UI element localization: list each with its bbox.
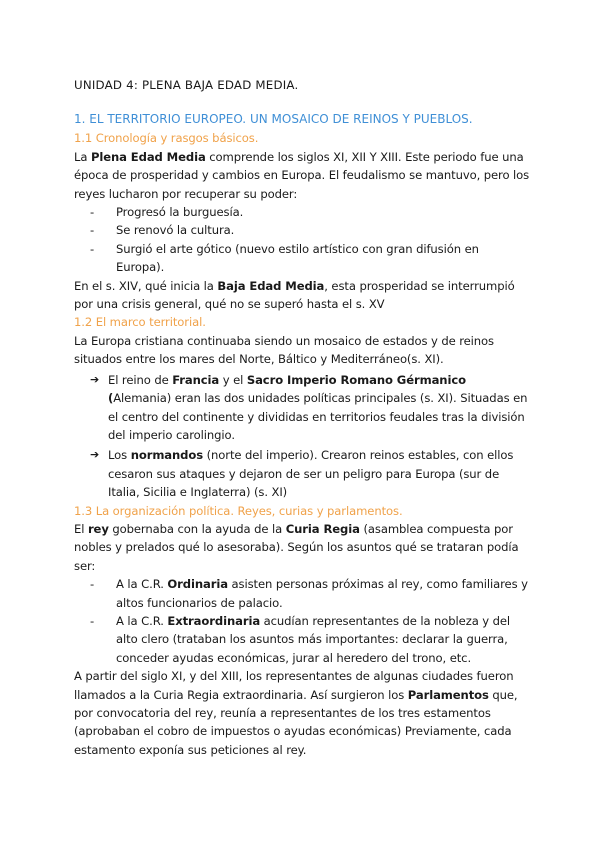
text-span: La: [74, 149, 91, 164]
list-item-text: Surgió el arte gótico (nuevo estilo artístico con gran difusión en Europa).: [116, 241, 479, 275]
list-item: [74, 221, 530, 239]
dash-marker: -: [90, 577, 95, 592]
bold-term: normandos: [130, 448, 204, 463]
paragraph-parlamentos: [74, 667, 530, 759]
subsection-1-1-heading: 1.1 Cronología y rasgos básicos.: [74, 131, 259, 146]
arrow-icon: ➔: [90, 372, 100, 386]
list-item: [74, 612, 530, 667]
list-item: [74, 575, 530, 612]
curia-list: [74, 575, 530, 667]
bold-term: Francia: [172, 372, 220, 387]
list-item: [74, 446, 530, 501]
list-item: [74, 240, 530, 277]
paragraph-plena-edad-media: [74, 148, 530, 203]
text-span: A la C.R.: [116, 613, 168, 628]
list-item-text: Progresó la burguesía.: [116, 205, 244, 220]
bold-term: Extraordinaria: [167, 613, 261, 628]
text-span: A partir del siglo XI, y del XIII, los representantes de algunas ciudades fueron llamados a la Curia Regia extraordinaria. Así surgieron los: [74, 669, 514, 702]
text-span: y el: [219, 372, 247, 387]
text-span: (norte del imperio). Crearon reinos estables, con ellos cesaron sus ataques y dejaron de ser un peligro para Europa (sur de Italia, Sicilia e Inglaterra) (s. XI): [108, 448, 514, 500]
paragraph-europa-cristiana: La Europa cristiana continuaba siendo un mosaico de estados y de reinos situados entre los mares del Norte, Báltico y Mediterráneo(s. XI).: [74, 333, 494, 367]
list-item-text: Se renovó la cultura.: [116, 223, 235, 238]
subsection-1-3-heading: 1.3 La organización política. Reyes, curias y parlamentos.: [74, 503, 403, 518]
text-span: El reino de: [108, 372, 173, 387]
bold-term: Ordinaria: [167, 577, 228, 592]
text-span: que, por convocatoria del rey, reunía a representantes de los tres estamentos (aprobaban el cobro de impuestos o ayudas económicas) Previamente, cada estamento exponía sus peticiones al rey.: [74, 687, 518, 757]
text-span: A la C.R.: [116, 577, 168, 592]
list-item: [74, 371, 530, 445]
text-span: asisten personas próximas al rey, como familiares y altos funcionarios de palacio.: [116, 577, 528, 610]
text-span: Alemania) eran las dos unidades políticas principales (s. XI). Situadas en el centro del continente y divididas en territorios feudales tras la división del imperio carolingio.: [108, 391, 528, 442]
dash-marker: -: [90, 613, 95, 628]
bold-term: Plena Edad Media: [90, 149, 206, 164]
arrow-icon: ➔: [90, 448, 100, 462]
territories-list: [74, 371, 530, 502]
text-span: , esta prosperidad se interrumpió por una crisis general, qué no se superó hasta el s. XV: [74, 278, 515, 312]
text-span: comprende los siglos XI, XII Y XIII. Este periodo fue una época de prosperidad y cambios en Europa. El feudalismo se mantuvo, pero los reyes lucharon por recuperar su poder:: [74, 149, 530, 201]
text-span: acudían representantes de la nobleza y del alto clero (trataban los asuntos más importantes: declarar la guerra, conceder ayudas económicas, jurar al heredero del trono, etc.: [116, 613, 511, 665]
text-span: Los: [108, 448, 131, 463]
subsection-1-2-heading: 1.2 El marco territorial.: [74, 315, 206, 330]
text-span: gobernaba con la ayuda de la: [108, 521, 286, 536]
unit-title: UNIDAD 4: PLENA BAJA EDAD MEDIA.: [74, 78, 299, 92]
section-1-heading: 1. EL TERRITORIO EUROPEO. UN MOSAICO DE REINOS Y PUEBLOS.: [74, 112, 473, 126]
paragraph-baja-edad-media: [74, 277, 530, 314]
bold-term: Baja Edad Media: [217, 278, 325, 293]
dash-marker: -: [90, 241, 95, 256]
list-item: [74, 203, 530, 221]
text-span: El: [74, 521, 88, 536]
text-span: En el s. XIV, qué inicia la: [74, 278, 218, 293]
bold-term: Sacro Imperio Romano Gérmanico (: [108, 372, 466, 406]
bold-term: rey: [87, 521, 109, 536]
document-content: [74, 110, 530, 759]
paragraph-rey-curia: [74, 520, 530, 575]
features-list: [74, 203, 530, 277]
dash-marker: -: [90, 205, 95, 220]
text-span: (asamblea compuesta por nobles y prelados qué lo asesoraba). Según los asuntos qué se trataran podía ser:: [74, 521, 519, 573]
bold-term: Parlamentos: [407, 687, 489, 702]
bold-term: Curia Regia: [285, 521, 360, 536]
dash-marker: -: [90, 223, 95, 238]
